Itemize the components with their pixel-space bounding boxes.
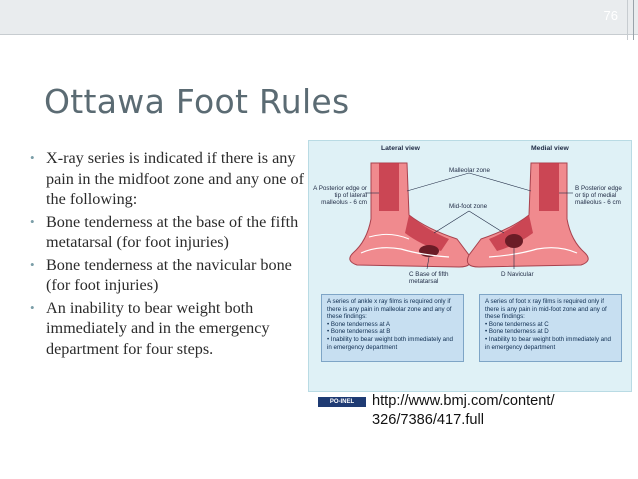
midfoot-zone-label: Mid-foot zone bbox=[449, 203, 488, 210]
label-d: D Navicular bbox=[501, 271, 534, 278]
foot-rule-item: • Inability to bear weight both immediately and in emergency department bbox=[485, 335, 611, 351]
source-url-line[interactable]: 326/7386/417.full bbox=[372, 412, 484, 428]
label-b: B Posterior edge or tip of medial malleolus - 6 cm bbox=[575, 185, 622, 206]
ankle-rule-item: • Bone tenderness at B bbox=[327, 328, 391, 336]
corner-divider bbox=[633, 0, 634, 40]
malleolar-zone-label: Malleolar zone bbox=[449, 167, 490, 174]
lateral-foot-illustration bbox=[350, 163, 471, 267]
label-c: C Base of fifth metatarsal bbox=[409, 271, 449, 285]
bullet-item: • Bone tenderness at the base of the fifth metatarsal (for foot injuries) bbox=[28, 212, 313, 253]
ankle-rule-item: • Inability to bear weight both immediately and in emergency department bbox=[327, 335, 453, 351]
foot-rule-item: • Bone tenderness at D bbox=[485, 328, 549, 336]
foot-rule-item: • Bone tenderness at C bbox=[485, 320, 549, 328]
foot-diagram bbox=[309, 141, 631, 291]
header-divider bbox=[0, 34, 638, 35]
ankle-rule-item: • Bone tenderness at A bbox=[327, 320, 391, 328]
slide-number: 76 bbox=[603, 8, 618, 23]
header-bar bbox=[0, 0, 638, 34]
slide-title: Ottawa Foot Rules bbox=[44, 82, 350, 121]
bullet-item: • Bone tenderness at the navicular bone (for foot injuries) bbox=[28, 255, 313, 296]
lateral-view-label: Lateral view bbox=[381, 145, 420, 152]
medial-foot-illustration bbox=[467, 163, 588, 267]
publisher-logo: PO-INEL bbox=[318, 397, 366, 407]
ankle-rule-box bbox=[321, 294, 464, 362]
ottawa-rules-figure bbox=[308, 140, 632, 392]
source-url-line[interactable]: http://www.bmj.com/content/ bbox=[372, 393, 555, 409]
foot-rule-intro: A series of foot x ray films is required only if there is any pain in mid-foot zone and any of these findings: bbox=[485, 298, 607, 321]
foot-rule-box bbox=[479, 294, 622, 362]
medial-view-label: Medial view bbox=[531, 145, 569, 152]
source-link[interactable] bbox=[372, 392, 612, 430]
bullet-list bbox=[28, 148, 313, 361]
corner-divider-inner bbox=[627, 0, 628, 40]
bullet-item: • X-ray series is indicated if there is any pain in the midfoot zone and any one of the following: bbox=[28, 148, 313, 210]
ankle-rule-intro: A series of ankle x ray films is required only if there is any pain in malleolar zone and any of these findings: bbox=[327, 298, 452, 321]
label-a: A Posterior edge or tip of lateral malleolus - 6 cm bbox=[313, 185, 367, 206]
bullet-item: • An inability to bear weight both immediately and in the emergency department for four steps. bbox=[28, 298, 313, 360]
